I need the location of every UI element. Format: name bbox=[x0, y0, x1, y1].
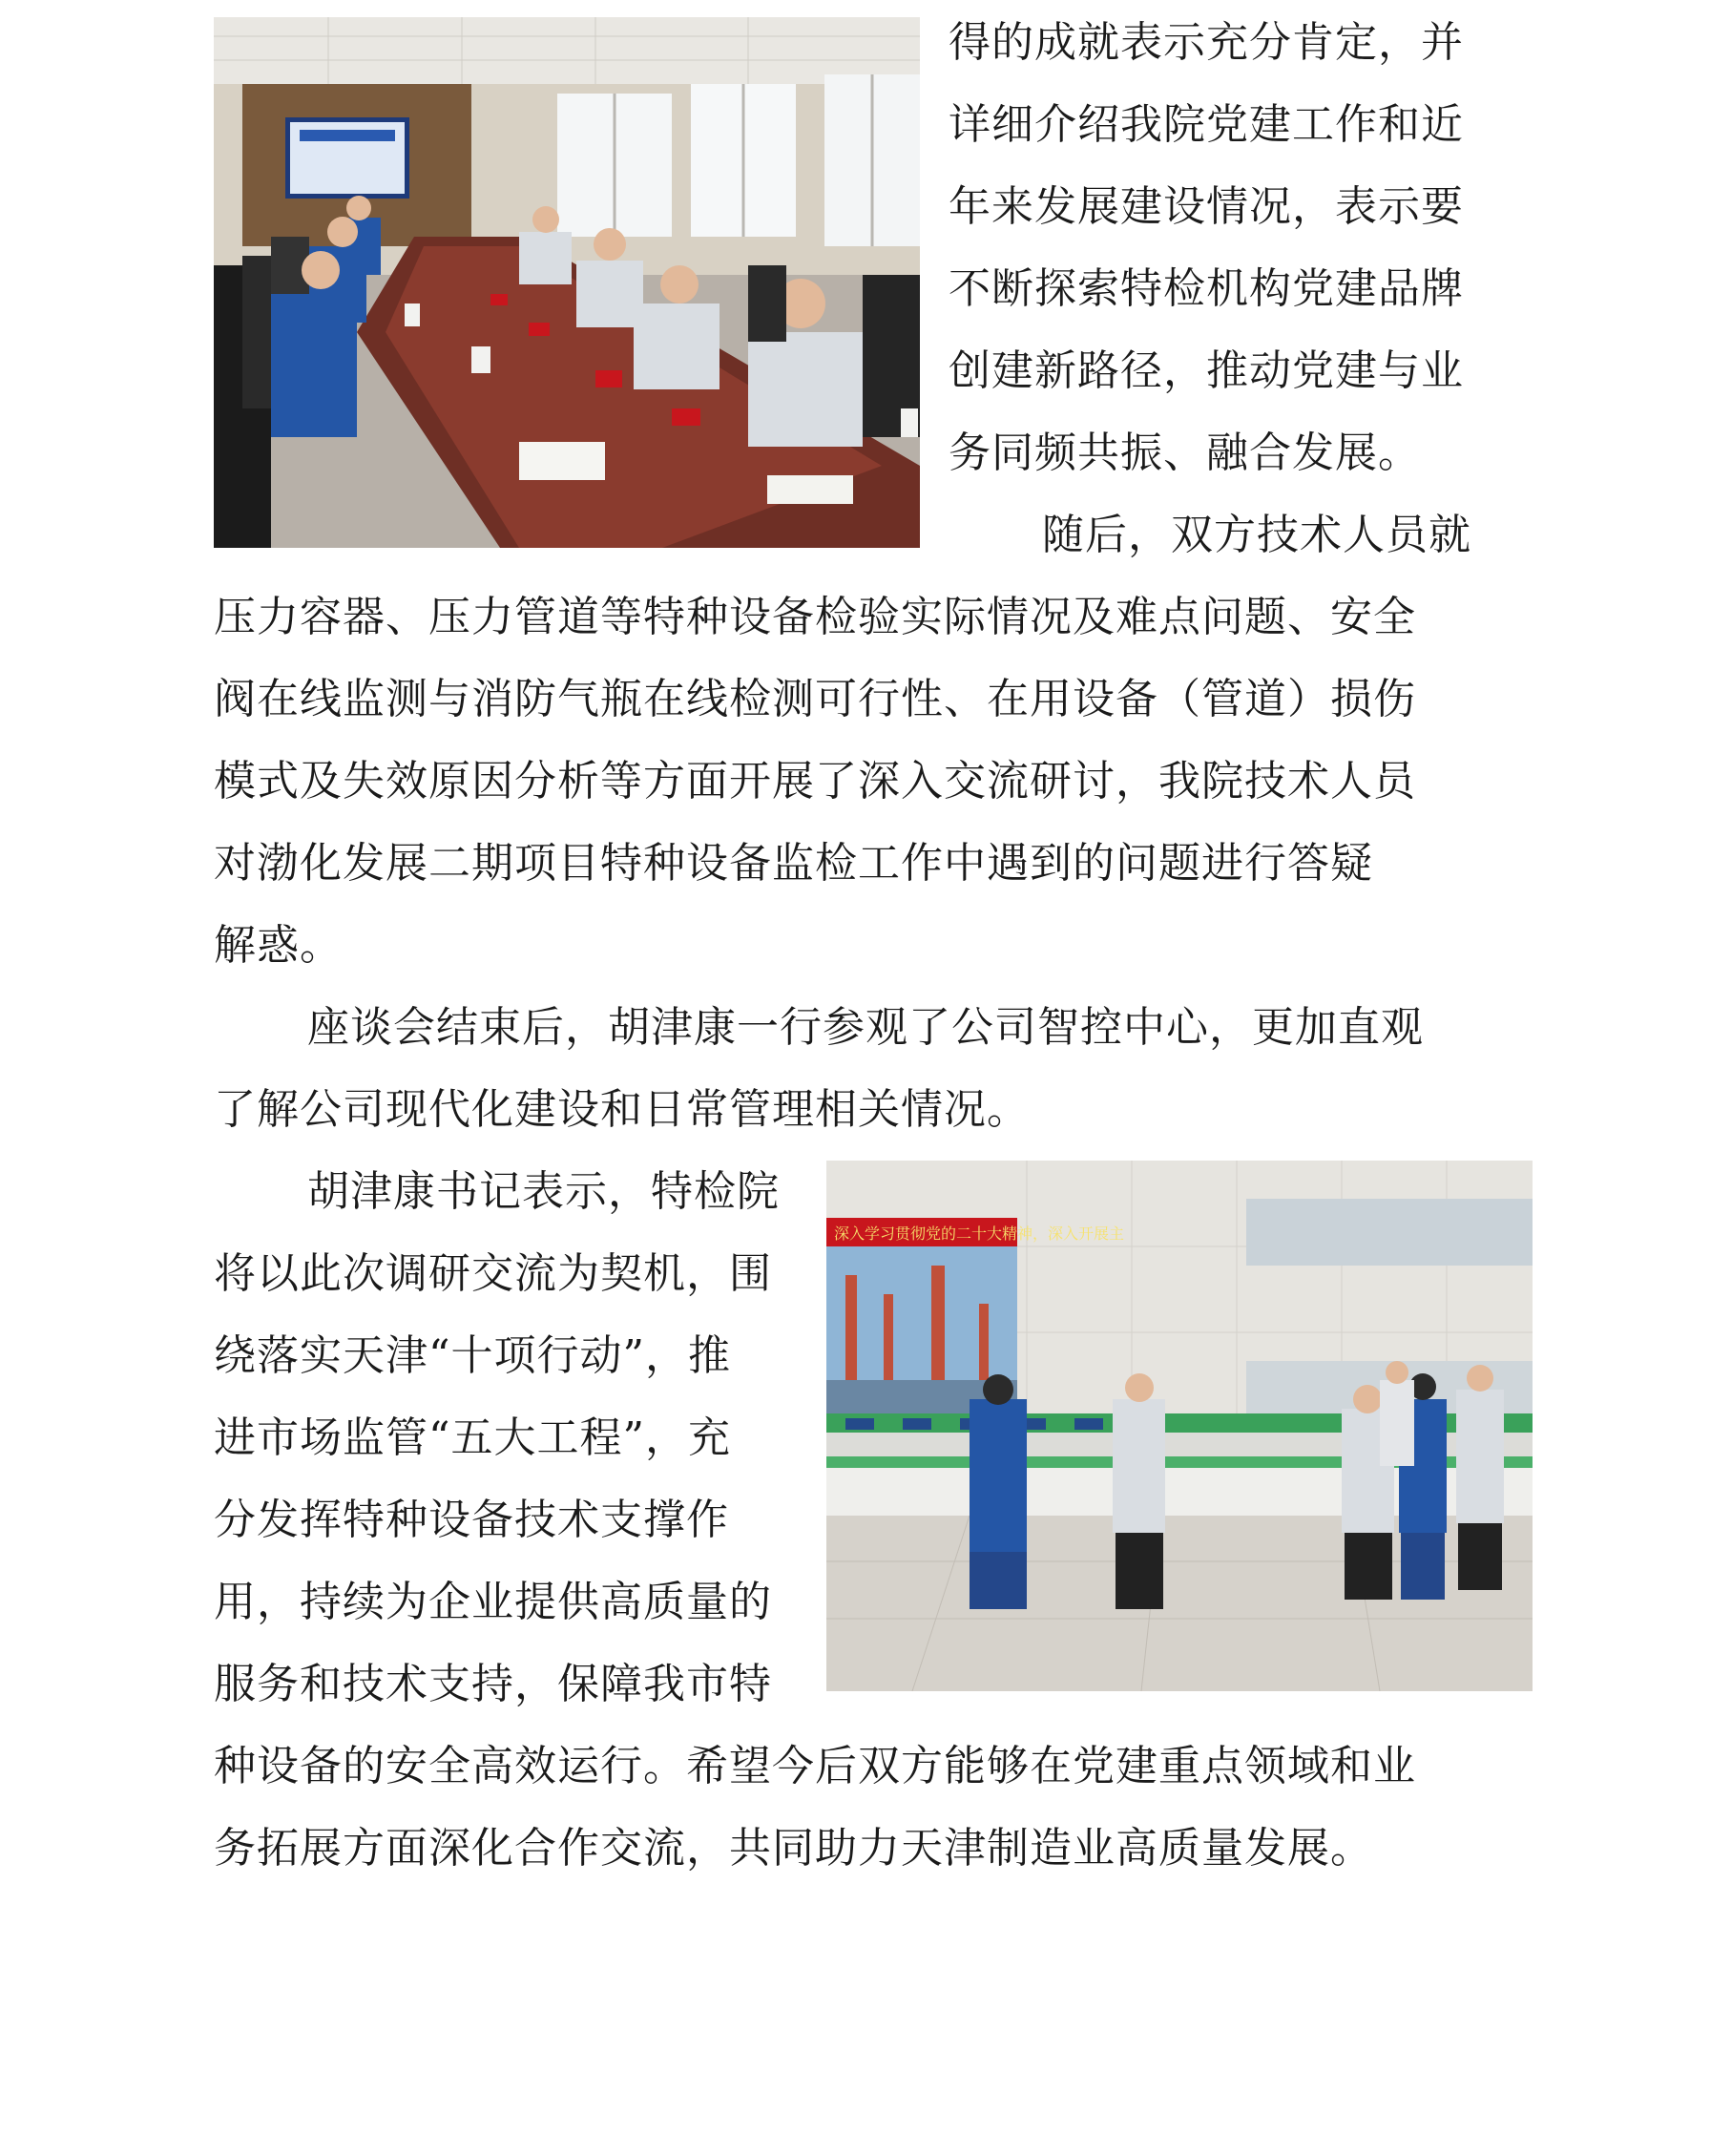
control-center-photo bbox=[826, 1161, 1533, 1691]
article-line-7: 随后，双方技术人员就 bbox=[1042, 511, 1471, 559]
article-line-15: 胡津康书记表示，特检院 bbox=[307, 1167, 780, 1216]
meeting-room-photo bbox=[214, 17, 920, 548]
article-line-23: 务拓展方面深化合作交流，共同助力天津制造业高质量发展。 bbox=[214, 1824, 1373, 1873]
article-line-11: 对渤化发展二期项目特种设备监检工作中遇到的问题进行答疑 bbox=[214, 839, 1373, 888]
article-line-13: 座谈会结束后，胡津康一行参观了公司智控中心，更加直观 bbox=[307, 1003, 1424, 1052]
article-line-17: 绕落实天津“十项行动”，推 bbox=[214, 1331, 731, 1380]
article-line-1: 得的成就表示充分肯定，并 bbox=[949, 18, 1464, 67]
article-line-2: 详细介绍我院党建工作和近 bbox=[949, 100, 1464, 149]
article-line-12: 解惑。 bbox=[214, 921, 343, 970]
control-center-screen-text: 深入学习贯彻党的二十大精神，深入开展主 bbox=[834, 1226, 1125, 1243]
article-line-5: 创建新路径，推动党建与业 bbox=[949, 346, 1464, 395]
article-line-6: 务同频共振、融合发展。 bbox=[949, 429, 1421, 477]
article-line-9: 阀在线监测与消防气瓶在线检测可行性、在用设备（管道）损伤 bbox=[214, 675, 1416, 723]
article-line-3: 年来发展建设情况，表示要 bbox=[949, 182, 1464, 231]
article-line-21: 服务和技术支持，保障我市特 bbox=[214, 1660, 772, 1708]
article-line-8: 压力容器、压力管道等特种设备检验实际情况及难点问题、安全 bbox=[214, 593, 1416, 641]
article-line-16: 将以此次调研交流为契机，围 bbox=[214, 1249, 772, 1298]
article-line-22: 种设备的安全高效运行。希望今后双方能够在党建重点领域和业 bbox=[214, 1742, 1416, 1790]
control-center-illustration bbox=[826, 1161, 1533, 1691]
article-line-10: 模式及失效原因分析等方面开展了深入交流研讨，我院技术人员 bbox=[214, 757, 1416, 806]
article-line-18: 进市场监管“五大工程”，充 bbox=[214, 1413, 731, 1462]
meeting-room-illustration bbox=[214, 17, 920, 548]
article-line-14: 了解公司现代化建设和日常管理相关情况。 bbox=[214, 1085, 1030, 1134]
article-line-20: 用，持续为企业提供高质量的 bbox=[214, 1578, 772, 1626]
article-line-4: 不断探索特检机构党建品牌 bbox=[949, 264, 1464, 313]
article-line-19: 分发挥特种设备技术支撑作 bbox=[214, 1496, 729, 1544]
